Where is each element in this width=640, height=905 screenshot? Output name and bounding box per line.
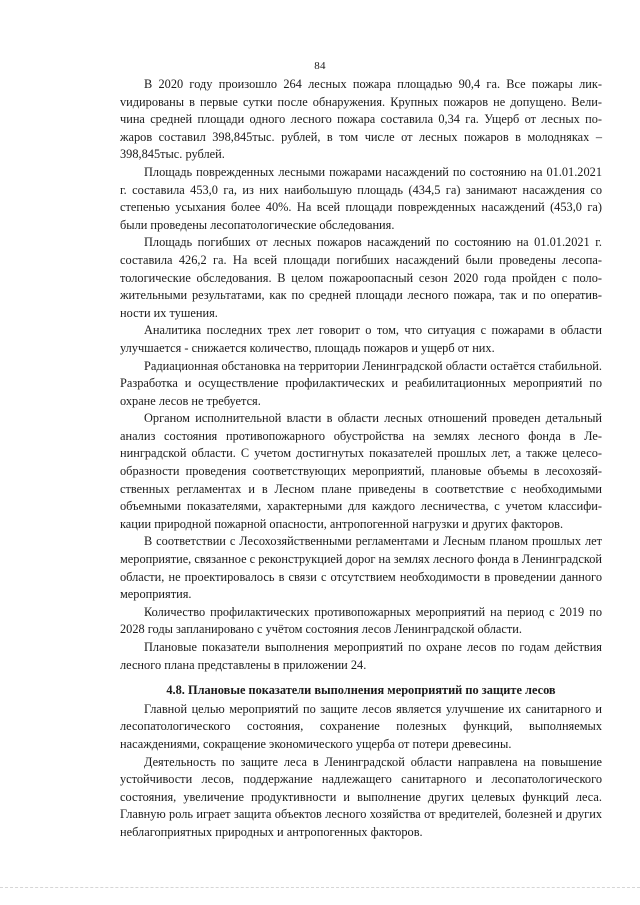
paragraph-appendix-reference: Плановые показатели выполнения мероприятий по охране лесов по годам действия лесного плана представлены в приложении 24.	[120, 640, 602, 672]
paragraph-protection-goal: Главной целью мероприятий по защите лесов является улучшение их санитарного и лесопатологического состояния, сохранение полезных функций, выполняемых насаждениями, сокращение экономического ущерба от потери древесины.	[120, 701, 602, 751]
paragraph-fires-2020: В 2020 году произошло 264 лесных пожара площадью 90,4 га. Все пожары ликvидированы в первые сутки после обнаружения. Крупных пожаров не допущено. Величина средней площади одного лесного пожара составила 0,34 га. Ущерб от лесных пожаров составил 398,845тыс. рублей, в том числе от лесных пожаров в молодняках – 398,845тыс. рублей.	[120, 77, 602, 162]
page-content	[120, 76, 602, 842]
scan-edge-line	[0, 887, 640, 888]
paragraph-three-year-analytics: Аналитика последних трех лет говорит о том, что ситуация с пожарами в области улучшается - снижается количество, площадь пожаров и ущерб от них.	[120, 323, 602, 355]
paragraph-road-reconstruction: В соответствии с Лесохозяйственными регламентами и Лесным планом прошлых лет мероприятие, связанное с реконструкцией дорог на землях лесного фонда в Ленинградской области, не проектировалось в связи с отсутствием необходимости в проведении данного мероприятия.	[120, 534, 602, 602]
paragraph-fire-protection-analysis: Органом исполнительной власти в области лесных отношений проведен детальный анализ состояния противопожарного обустройства на землях лесного фонда в Ленинградской области. С учетом достигнутых показателей прошлых лет, а также целесообразности проведения соответствующих мероприятий, плановые объемы в лесохозяйственных регламентах и в Лесном плане приведены в соответствие с необходимыми объемными показателями, характерными для каждого лесничества, с учетом классификации природной пожарной опасности, антропогенной нагрузки и других факторов.	[120, 411, 602, 531]
paragraph-protection-activity: Деятельность по защите леса в Ленинградской области направлена на повышение устойчивости лесов, поддержание надлежащего санитарного и лесопатологического состояния, увеличение продуктивности и выполнение других целевых функций леса. Главную роль играет защита объектов лесного хозяйства от вредителей, болезней и других неблагоприятных природных и антропогенных факторов.	[120, 754, 602, 839]
section-heading: 4.8. Плановые показатели выполнения мероприятий по защите лесов	[166, 683, 556, 698]
paragraph-perished-area: Площадь погибших от лесных пожаров насаждений по состоянию на 01.01.2021 г. составила 426,2 га. На всей площади погибших насаждений были проведены лесопатологические обследования. В целом пожароопасный сезон 2020 года пройден с положительными результатами, как по средней площади лесного пожара, так и по оперативности их тушения.	[120, 235, 602, 320]
paragraph-preventive-measures: Количество профилактических противопожарных мероприятий на период с 2019 по 2028 годы запланировано с учётом состояния лесов Ленинградской области.	[120, 604, 602, 637]
page-number: 84	[314, 60, 326, 72]
paragraph-damaged-area: Площадь поврежденных лесными пожарами насаждений по состоянию на 01.01.2021 г. составила 453,0 га, из них наибольшую площадь (434,5 га) занимают насаждения со степенью усыхания более 40%. На всей площади поврежденных насаждений (453,0 га) были проведены лесопатологические обследования.	[120, 164, 602, 232]
paragraph-radiation: Радиационная обстановка на территории Ленинградской области остаётся стабильной. Разработка и осуществление профилактических и реабилитационных мероприятий по охране лесов не требуется.	[120, 358, 602, 408]
